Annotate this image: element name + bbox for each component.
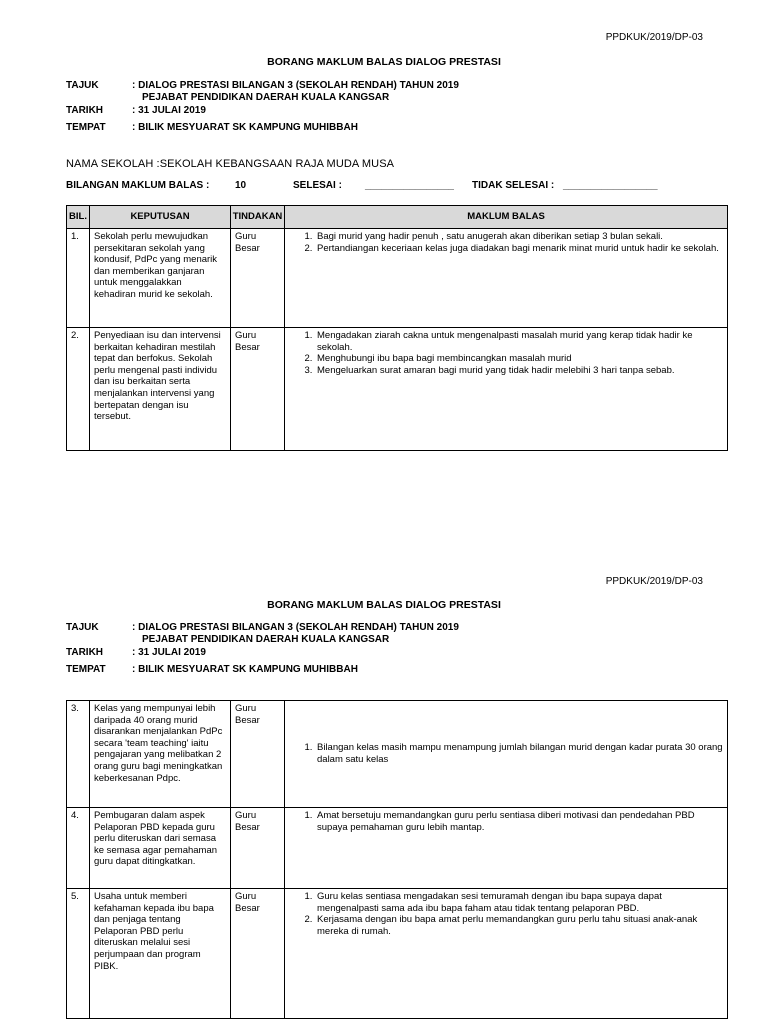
row-maklum-balas [285,328,728,451]
row-keputusan: Kelas yang mempunyai lebih daripada 40 orang murid disarankan menjalankan PdPc secara 'team teaching' iaitu pengajaran yang melibatkan 2 orang guru bagi meningkatkan keberkesanan Pdpc. [90,701,231,808]
document-reference: PPDKUK/2019/DP-03 [605,576,703,587]
maklum-item: 1. Guru kelas sentiasa mengadakan sesi temuramah dengan ibu bapa supaya dapat mengenalpasti sama ada ibu bapa faham atau tidak tentang pelaporan PBD. [315,891,723,914]
maklum-item: 1. Bilangan kelas masih mampu menampung jumlah bilangan murid dengan kadar purata 30 orang dalam satu kelas [315,742,723,765]
row-bil: 3. [67,701,90,808]
row-keputusan: Penyediaan isu dan intervensi berkaitan kehadiran mestilah tepat dan berfokus. Sekolah perlu mengenal pasti individu dan isu berkaitan serta menjalankan intervensi yang bertepatan dengan isu tersebut. [90,328,231,451]
selesai-blank: ________________ [365,180,454,191]
row-bil: 4. [67,808,90,889]
tarikh-line [66,647,206,659]
tajuk-label: TAJUK [66,622,99,633]
tempat-value: : BILIK MESYUARAT SK KAMPUNG MUHIBBAH [132,664,358,675]
tajuk-line [66,622,459,646]
tempat-value: : BILIK MESYUARAT SK KAMPUNG MUHIBBAH [132,122,358,133]
maklum-item: 1. Mengadakan ziarah cakna untuk mengenalpasti masalah murid yang kerap tidak hadir ke sekolah. [315,330,723,353]
row-bil: 2. [67,328,90,451]
form-title: BORANG MAKLUM BALAS DIALOG PRESTASI [267,599,501,611]
row-keputusan: Sekolah perlu mewujudkan persekitaran sekolah yang kondusif, PdPc yang menarik dan memberikan ganjaran untuk menggalakkan kehadiran murid ke sekolah. [90,229,231,328]
maklum-item: 3. Mengeluarkan surat amaran bagi murid yang tidak hadir melebihi 3 hari tanpa sebab. [315,365,723,377]
tarikh-value: : 31 JULAI 2019 [132,105,206,116]
maklum-item: 2. Pertandiangan keceriaan kelas juga diadakan bagi menarik minat murid untuk hadir ke sekolah. [315,243,723,255]
table-row [67,229,728,328]
header-keputusan: KEPUTUSAN [90,206,231,229]
tajuk-line [66,80,459,104]
school-name: NAMA SEKOLAH :SEKOLAH KEBANGSAAN RAJA MUDA MUSA [66,158,395,170]
table-row [67,701,728,808]
row-tindakan: Guru Besar [231,701,285,808]
feedback-table-page2 [66,700,728,1019]
row-keputusan: Usaha untuk memberi kefahaman kepada ibu bapa dan penjaga tentang Pelaporan PBD perlu diteruskan melalui sesi perjumpaan dan program PIBK. [90,889,231,1019]
tajuk-value: : DIALOG PRESTASI BILANGAN 3 (SEKOLAH RENDAH) TAHUN 2019 [132,622,459,633]
row-maklum-balas [285,889,728,1019]
maklum-item: 1. Amat bersetuju memandangkan guru perlu sentiasa diberi motivasi dan pendedahan PBD supaya pemahaman guru lebih mantap. [315,810,723,833]
header-maklum-balas: MAKLUM BALAS [285,206,728,229]
row-bil: 1. [67,229,90,328]
feedback-table-page1 [66,205,728,451]
header-tindakan: TINDAKAN [231,206,285,229]
row-maklum-balas [285,701,728,808]
table-row [67,889,728,1019]
table-row [67,328,728,451]
tempat-line [66,122,358,134]
row-bil: 5. [67,889,90,1019]
tajuk-value-line2: PEJABAT PENDIDIKAN DAERAH KUALA KANGSAR [142,92,390,103]
tajuk-value: : DIALOG PRESTASI BILANGAN 3 (SEKOLAH RENDAH) TAHUN 2019 [132,80,459,91]
row-maklum-balas [285,808,728,889]
tarikh-line [66,105,206,117]
bilangan-label: BILANGAN MAKLUM BALAS : [66,180,210,191]
maklum-item: 2. Kerjasama dengan ibu bapa amat perlu memandangkan guru perlu tahu situasi anak-anak mereka di rumah. [315,914,723,937]
row-tindakan: Guru Besar [231,328,285,451]
form-title: BORANG MAKLUM BALAS DIALOG PRESTASI [267,56,501,68]
tajuk-label: TAJUK [66,80,99,91]
row-tindakan: Guru Besar [231,808,285,889]
tidak-selesai-blank: _________________ [563,180,658,191]
tempat-line [66,664,358,676]
row-tindakan: Guru Besar [231,889,285,1019]
maklum-item: 2. Menghubungi ibu bapa bagi membincangkan masalah murid [315,353,723,365]
tajuk-value-line2: PEJABAT PENDIDIKAN DAERAH KUALA KANGSAR [142,634,390,645]
maklum-item: 1. Bagi murid yang hadir penuh , satu anugerah akan diberikan setiap 3 bulan sekali. [315,231,723,243]
tidak-selesai-label: TIDAK SELESAI : [472,180,555,191]
selesai-label: SELESAI : [293,180,342,191]
tarikh-label: TARIKH [66,647,104,658]
tarikh-value: : 31 JULAI 2019 [132,647,206,658]
row-keputusan: Pembugaran dalam aspek Pelaporan PBD kepada guru perlu diteruskan dari semasa ke semasa agar pemahaman guru dapat ditingkatkan. [90,808,231,889]
bilangan-value: 10 [235,180,247,191]
tempat-label: TEMPAT [66,664,106,675]
row-tindakan: Guru Besar [231,229,285,328]
document-reference: PPDKUK/2019/DP-03 [605,32,703,43]
tarikh-label: TARIKH [66,105,104,116]
row-maklum-balas [285,229,728,328]
table-header-row [67,206,728,229]
header-bil: BIL. [67,206,90,229]
tempat-label: TEMPAT [66,122,106,133]
table-row [67,808,728,889]
